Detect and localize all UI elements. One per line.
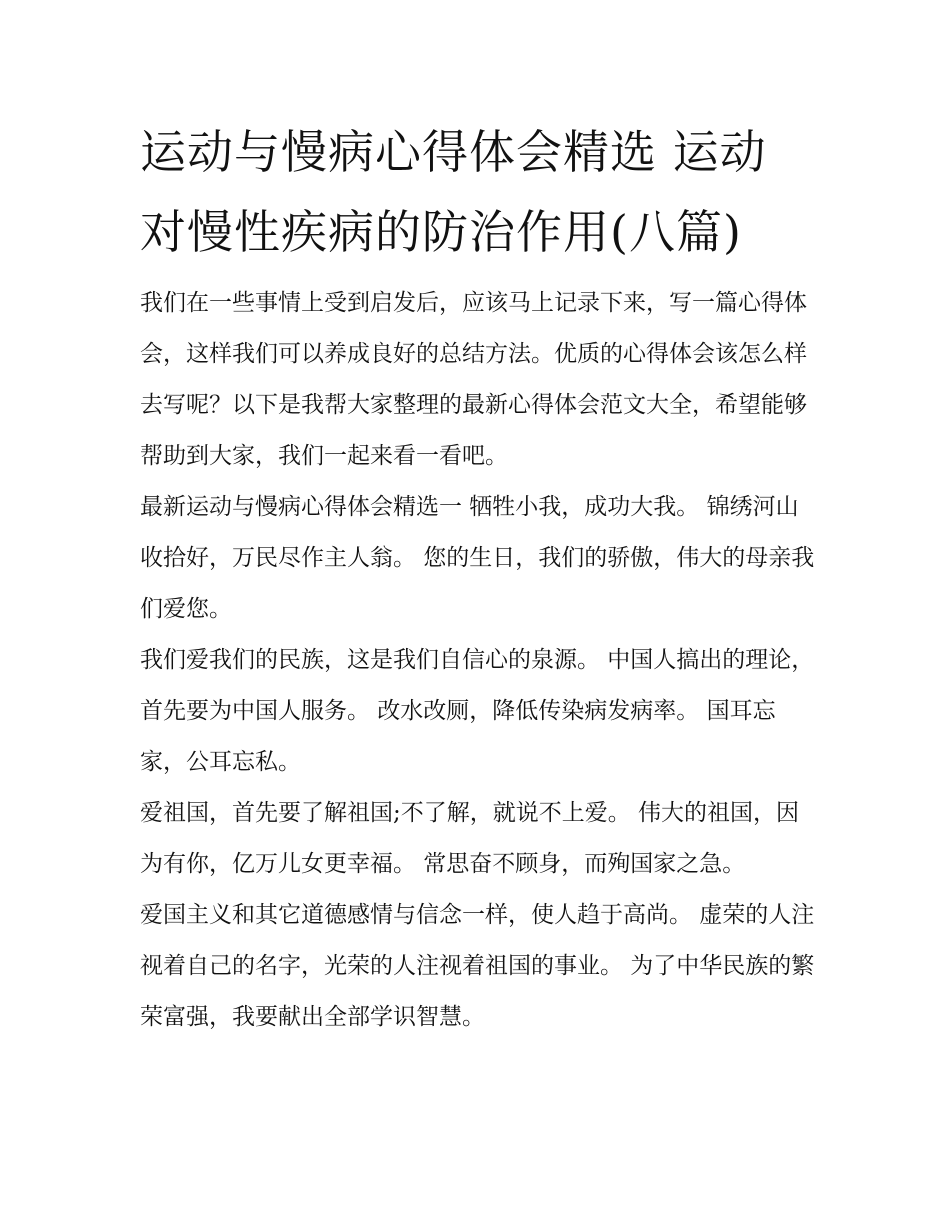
document-title [140,112,820,272]
paragraph-intro: 我们在一些事情上受到启发后，应该马上记录下来，写一篇心得体会，这样我们可以养成良好的总结方法。优质的心得体会该怎么样去写呢？以下是我帮大家整理的最新心得体会范文大全，希望能够帮助到大家，我们一起来看一看吧。 [140,290,807,469]
title-line-2: 对慢性疾病的防治作用(八篇) [140,205,742,259]
document-body [140,278,820,1043]
paragraph-3: 爱祖国，首先要了解祖国;不了解，就说不上爱。 伟大的祖国，因为有你，亿万儿女更幸福。 常思奋不顾身，而殉国家之急。 [140,800,800,877]
title-line-1: 运动与慢病心得体会精选 运动 [140,125,767,179]
paragraph-4: 爱国主义和其它道德感情与信念一样，使人趋于高尚。 虚荣的人注视着自己的名字，光荣的人注视着祖国的事业。 为了中华民族的繁荣富强，我要献出全部学识智慧。 [140,902,815,1030]
paragraph-2: 我们爱我们的民族，这是我们自信心的泉源。 中国人搞出的理论，首先要为中国人服务。 改水改厕，降低传染病发病率。 国耳忘家，公耳忘私。 [140,647,815,775]
paragraph-1: 最新运动与慢病心得体会精选一 牺牲小我，成功大我。 锦绣河山收拾好，万民尽作主人翁。 您的生日，我们的骄傲，伟大的母亲我们爱您。 [140,494,815,622]
